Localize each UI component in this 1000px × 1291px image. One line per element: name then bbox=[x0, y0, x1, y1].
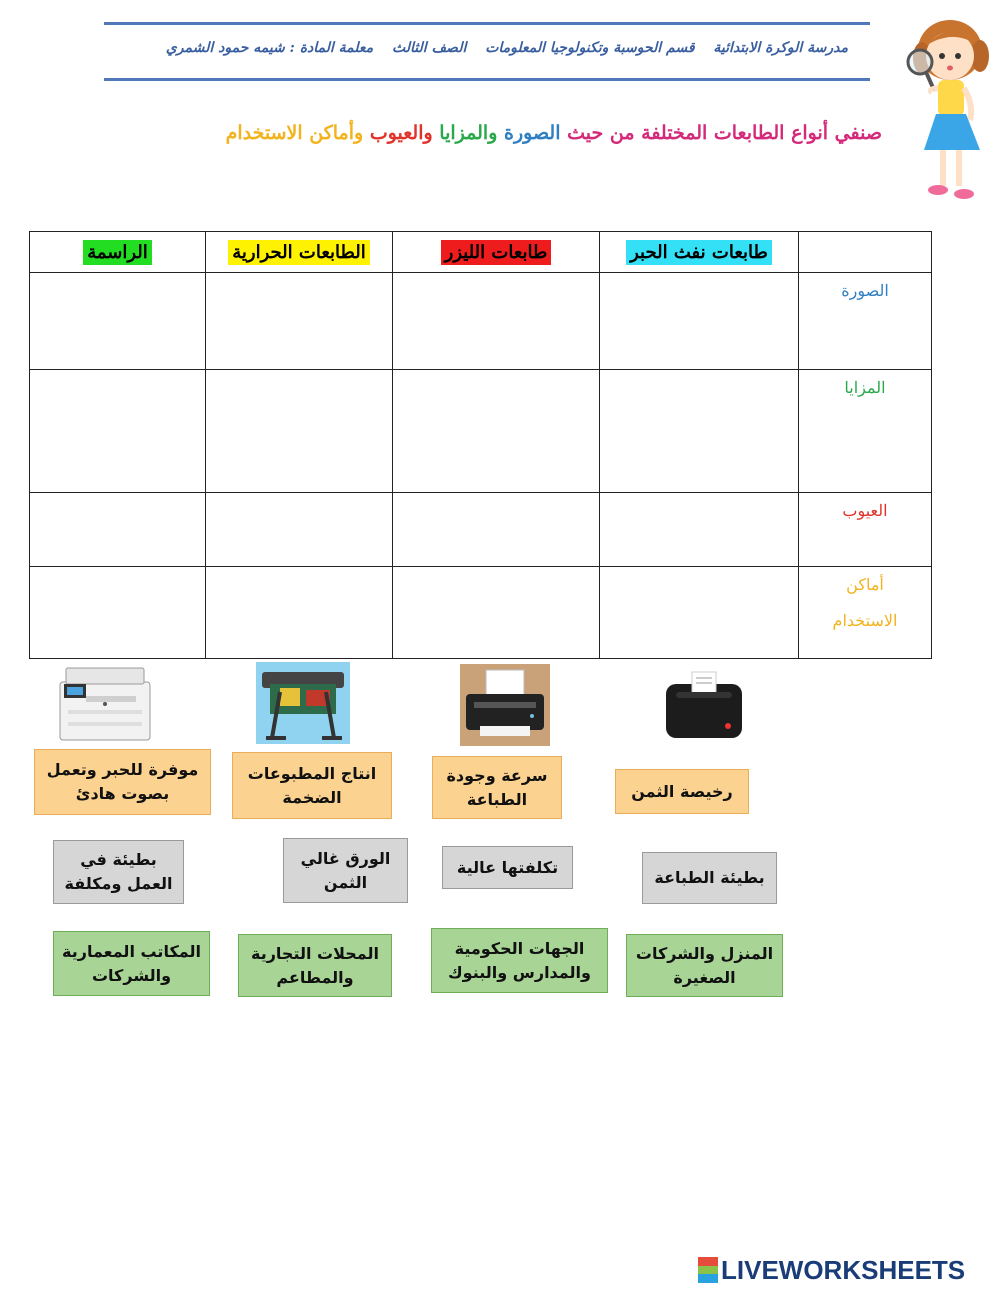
disadvantage-tile[interactable]: بطيئة في العمل ومكلفة bbox=[53, 840, 184, 904]
instruction-usage-word: وأماكن الاستخدام bbox=[225, 122, 364, 144]
laser-printer-image[interactable] bbox=[56, 664, 154, 744]
liveworksheets-logo bbox=[698, 1255, 965, 1285]
instruction-image-word: الصورة bbox=[504, 122, 561, 144]
drop-cell[interactable] bbox=[206, 370, 393, 493]
table-row-image bbox=[30, 273, 932, 370]
drop-cell[interactable] bbox=[600, 567, 799, 659]
thermal-printer-image[interactable] bbox=[662, 670, 746, 742]
column-header-inkjet: طابعات نفث الحبر bbox=[600, 232, 799, 273]
drop-cell[interactable] bbox=[30, 567, 206, 659]
row-label-disadvantages: العيوب bbox=[799, 493, 932, 567]
row-label-usage-line2: الاستخدام bbox=[832, 611, 898, 630]
drop-cell[interactable] bbox=[30, 370, 206, 493]
advantage-tile[interactable]: انتاج المطبوعات الضخمة bbox=[232, 752, 392, 819]
school-name: مدرسة الوكرة الابتدائية bbox=[713, 40, 848, 56]
advantage-tile[interactable]: رخيصة الثمن bbox=[615, 769, 749, 814]
drop-cell[interactable] bbox=[393, 370, 600, 493]
drop-cell[interactable] bbox=[30, 273, 206, 370]
column-header-empty bbox=[799, 232, 932, 273]
drop-cell[interactable] bbox=[600, 493, 799, 567]
table-header-row bbox=[30, 232, 932, 273]
instruction-text bbox=[140, 122, 882, 144]
table-row-disadvantages bbox=[30, 493, 932, 567]
girl-with-magnifier-illustration bbox=[900, 10, 992, 210]
liveworksheets-badge-icon bbox=[698, 1257, 718, 1283]
usage-tile[interactable]: المحلات التجارية والمطاعم bbox=[238, 934, 392, 997]
instruction-advantages-word: والمزايا bbox=[439, 122, 498, 144]
logo-text: LIVEWORKSHEETS bbox=[721, 1254, 966, 1285]
advantage-tile[interactable]: موفرة للحبر وتعمل بصوت هادئ bbox=[34, 749, 211, 815]
row-label-usage bbox=[799, 567, 932, 659]
column-header-thermal: الطابعات الحرارية bbox=[206, 232, 393, 273]
table-row-advantages bbox=[30, 370, 932, 493]
teacher-name: معلمة المادة : شيمه حمود الشمري bbox=[165, 40, 374, 56]
header-top-rule bbox=[104, 22, 870, 25]
inkjet-printer-image[interactable] bbox=[460, 664, 550, 746]
disadvantage-tile[interactable]: الورق غالي الثمن bbox=[283, 838, 408, 903]
column-header-plotter: الراسمة bbox=[30, 232, 206, 273]
row-label-image: الصورة bbox=[799, 273, 932, 370]
table-row-usage bbox=[30, 567, 932, 659]
row-label-usage-line1: أماكن bbox=[846, 575, 884, 594]
drop-cell[interactable] bbox=[393, 493, 600, 567]
drop-cell[interactable] bbox=[206, 493, 393, 567]
row-label-advantages: المزايا bbox=[799, 370, 932, 493]
instruction-disadvantages-word: والعيوب bbox=[369, 122, 433, 144]
column-header-laser: طابعات الليزر bbox=[393, 232, 600, 273]
advantage-tile[interactable]: سرعة وجودة الطباعة bbox=[432, 756, 562, 819]
header-info bbox=[104, 40, 848, 56]
usage-tile[interactable]: الجهات الحكومية والمدارس والبنوك bbox=[431, 928, 608, 993]
disadvantage-tile[interactable]: بطيئة الطباعة bbox=[642, 852, 777, 904]
drop-cell[interactable] bbox=[600, 273, 799, 370]
drop-cell[interactable] bbox=[206, 567, 393, 659]
drop-cell[interactable] bbox=[206, 273, 393, 370]
grade-label: الصف الثالث bbox=[392, 40, 467, 56]
header-bottom-rule bbox=[104, 78, 870, 81]
department-name: قسم الحوسبة وتكنولوجيا المعلومات bbox=[485, 40, 695, 56]
drop-cell[interactable] bbox=[393, 273, 600, 370]
usage-tile[interactable]: المكاتب المعمارية والشركات bbox=[53, 931, 210, 996]
usage-tile[interactable]: المنزل والشركات الصغيرة bbox=[626, 934, 783, 997]
drop-cell[interactable] bbox=[393, 567, 600, 659]
drop-cell[interactable] bbox=[30, 493, 206, 567]
plotter-image[interactable] bbox=[256, 662, 350, 744]
classification-table bbox=[29, 231, 932, 659]
instruction-lead: صنفي أنواع الطابعات المختلفة من حيث bbox=[567, 122, 882, 144]
drop-cell[interactable] bbox=[600, 370, 799, 493]
disadvantage-tile[interactable]: تكلفتها عالية bbox=[442, 846, 573, 889]
